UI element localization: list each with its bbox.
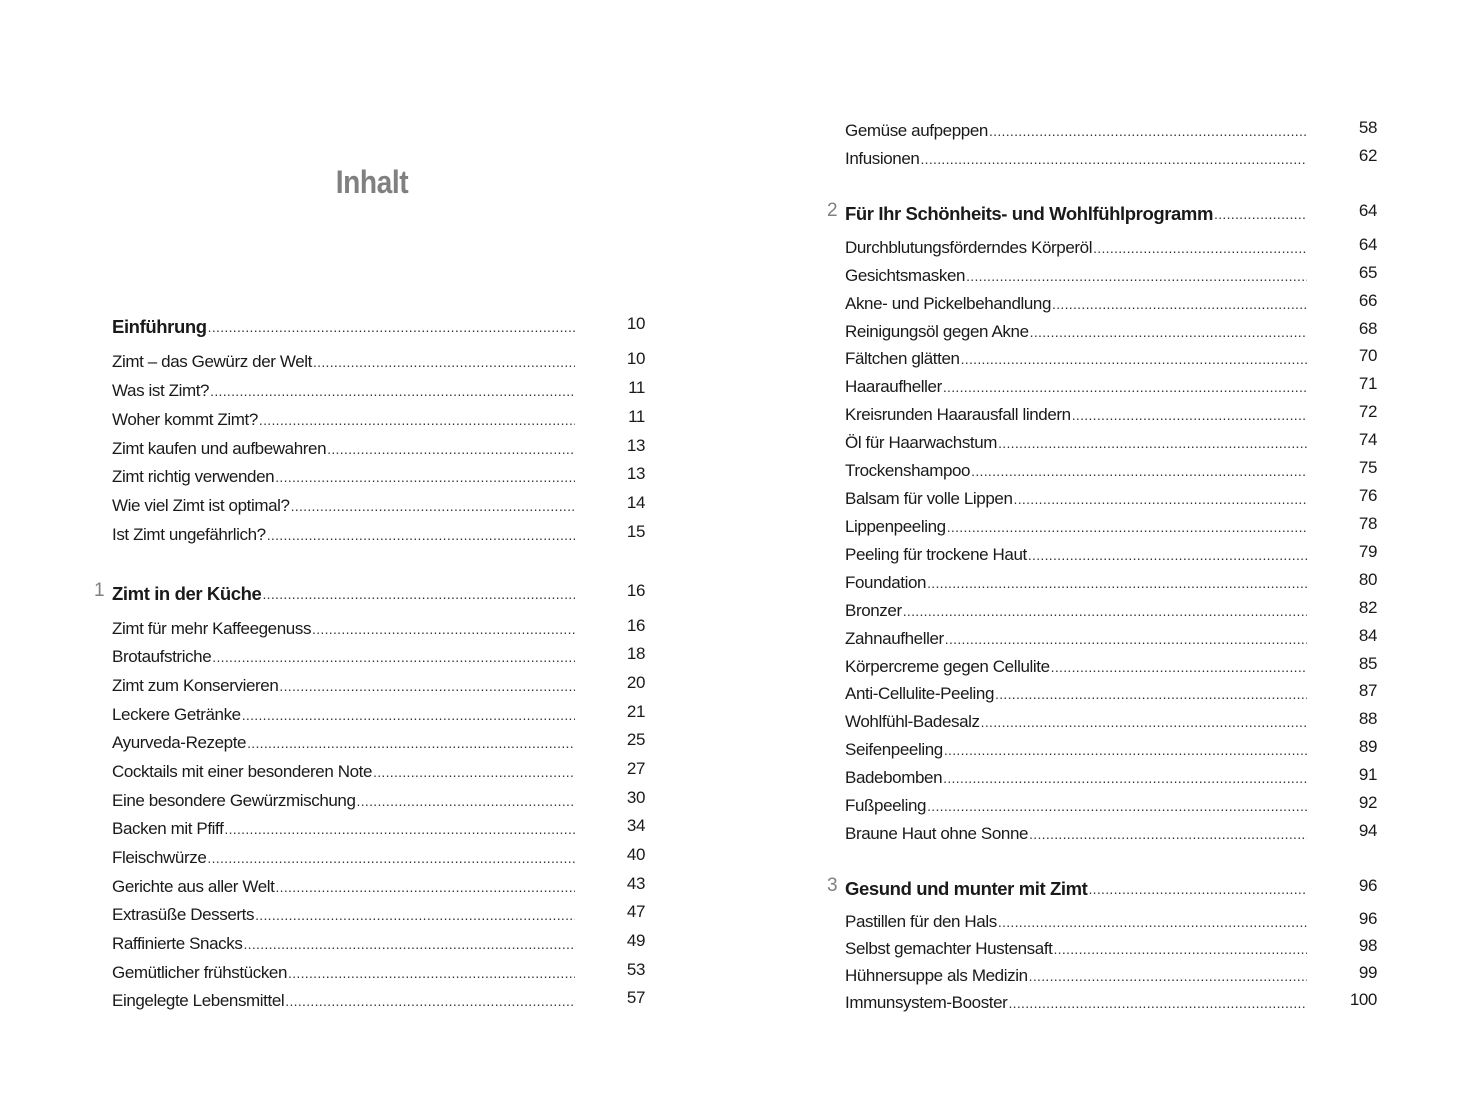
toc-label: Kreisrunden Haarausfall lindern <box>845 405 1071 424</box>
dot-leader <box>920 149 1307 169</box>
dot-leader <box>224 819 575 839</box>
toc-page-number: 20 <box>626 673 645 692</box>
toc-label: Zahnaufheller <box>845 629 944 648</box>
toc-label-wrap <box>845 573 1333 593</box>
toc-label: Raffinierte Snacks <box>112 934 243 953</box>
toc-chapter <box>827 873 1377 899</box>
toc-label-wrap <box>845 433 1333 453</box>
toc-page-number: 98 <box>1358 936 1377 955</box>
dot-leader <box>255 905 575 925</box>
toc-page-number: 16 <box>626 616 645 635</box>
toc-entry <box>845 818 1377 844</box>
toc-page-number: 10 <box>626 314 645 333</box>
dot-leader <box>927 796 1307 816</box>
toc-label-wrap <box>112 877 601 897</box>
toc-entry <box>845 960 1377 986</box>
toc-page-number: 100 <box>1349 990 1377 1009</box>
dot-leader <box>998 912 1307 932</box>
toc-page-number: 34 <box>626 816 645 835</box>
dot-leader <box>966 266 1307 286</box>
toc-label-wrap <box>112 934 601 954</box>
chapter-number: 2 <box>827 200 838 221</box>
toc-label: Backen mit Pfiff <box>112 819 224 838</box>
toc-label: Braune Haut ohne Sonne <box>845 824 1029 843</box>
toc-page-number: 21 <box>626 702 645 721</box>
dot-leader <box>945 629 1307 649</box>
toc-page-number: 15 <box>626 522 645 541</box>
dot-leader <box>259 410 575 430</box>
toc-entry <box>845 987 1377 1013</box>
toc-label-wrap <box>112 381 601 401</box>
toc-label: Durchblutungsförderndes Körperöl <box>845 238 1093 257</box>
toc-page-number: 47 <box>626 902 645 921</box>
toc-entry <box>845 288 1377 314</box>
toc-label-wrap <box>112 705 601 725</box>
dot-leader <box>1052 294 1307 314</box>
toc-label-wrap <box>845 266 1333 286</box>
toc-label: Eine besondere Gewürzmischung <box>112 791 356 810</box>
toc-label: Balsam für volle Lippen <box>845 489 1013 508</box>
toc-label-wrap <box>112 991 601 1011</box>
toc-label-wrap <box>845 966 1333 986</box>
dot-leader <box>961 349 1307 369</box>
toc-label-wrap <box>845 149 1333 169</box>
toc-label-wrap <box>845 629 1333 649</box>
toc-label-wrap <box>845 768 1333 788</box>
toc-label-wrap <box>845 879 1333 899</box>
dot-leader <box>1088 879 1307 899</box>
toc-label: Eingelegte Lebensmittel <box>112 991 285 1010</box>
toc-page-number: 99 <box>1358 963 1377 982</box>
toc-page-number: 18 <box>626 644 645 663</box>
toc-label: Zimt – das Gewürz der Welt <box>112 352 312 371</box>
toc-entry <box>845 623 1377 649</box>
toc-label-wrap <box>845 545 1333 565</box>
toc-entry <box>112 461 645 487</box>
toc-page-number: 13 <box>626 464 645 483</box>
toc-label: Gesichtsmasken <box>845 266 966 285</box>
toc-label: Zimt in der Küche <box>112 583 262 604</box>
toc-entry <box>112 899 645 925</box>
dot-leader <box>275 877 575 897</box>
toc-page-number: 74 <box>1358 430 1377 449</box>
dot-leader <box>291 496 575 516</box>
toc-label: Ayurveda-Rezepte <box>112 733 247 752</box>
toc-entry <box>845 539 1377 565</box>
toc-page-number: 11 <box>628 378 645 397</box>
dot-leader <box>212 647 575 667</box>
dot-leader <box>373 762 575 782</box>
toc-entry <box>112 433 645 459</box>
toc-entry <box>112 871 645 897</box>
toc-entry <box>845 115 1377 141</box>
dot-leader <box>995 684 1307 704</box>
toc-page-number: 40 <box>626 845 645 864</box>
toc-label: Was ist Zimt? <box>112 381 210 400</box>
toc-entry <box>112 346 645 372</box>
dot-leader <box>998 433 1307 453</box>
toc-page-number: 49 <box>626 931 645 950</box>
toc-label-wrap <box>845 121 1333 141</box>
toc-page-number: 89 <box>1358 737 1377 756</box>
toc-label-wrap <box>845 796 1333 816</box>
toc-page-number: 94 <box>1358 821 1377 840</box>
toc-label-wrap <box>845 740 1333 760</box>
toc-label: Für Ihr Schönheits- und Wohlfühlprogramm <box>845 203 1214 224</box>
dot-leader <box>1214 204 1307 224</box>
toc-label: Hühnersuppe als Medizin <box>845 966 1028 985</box>
dot-leader <box>1030 322 1307 342</box>
toc-page-number: 43 <box>626 874 645 893</box>
dot-leader <box>1029 824 1307 844</box>
dot-leader <box>1029 966 1307 986</box>
toc-label: Öl für Haarwachstum <box>845 433 998 452</box>
dot-leader <box>288 963 575 983</box>
toc-label-wrap <box>112 819 601 839</box>
toc-label-wrap <box>845 461 1333 481</box>
dot-leader <box>1028 545 1307 565</box>
toc-entry <box>112 985 645 1011</box>
toc-label: Pastillen für den Hals <box>845 912 997 931</box>
toc-page-number: 92 <box>1358 793 1377 812</box>
toc-label-wrap <box>112 496 601 516</box>
toc-label-wrap <box>112 762 601 782</box>
toc-page-number: 96 <box>1358 909 1377 928</box>
toc-page-number: 75 <box>1358 458 1377 477</box>
toc-entry <box>845 143 1377 169</box>
toc-label: Seifenpeeling <box>845 740 943 759</box>
toc-label: Haaraufheller <box>845 377 942 396</box>
dot-leader <box>279 676 575 696</box>
toc-page-number: 84 <box>1358 626 1377 645</box>
toc-label-wrap <box>845 912 1333 932</box>
toc-label: Wie viel Zimt ist optimal? <box>112 496 290 515</box>
toc-label: Zimt kaufen und aufbewahren <box>112 439 327 458</box>
dot-leader <box>1053 939 1307 959</box>
toc-label-wrap <box>845 322 1333 342</box>
dot-leader <box>208 317 575 337</box>
toc-page-number: 76 <box>1358 486 1377 505</box>
toc-label-wrap <box>112 439 601 459</box>
toc-page-number: 85 <box>1358 654 1377 673</box>
toc-entry <box>112 785 645 811</box>
toc-entry <box>112 842 645 868</box>
toc-label-wrap <box>845 712 1333 732</box>
dot-leader <box>1008 993 1307 1013</box>
toc-entry <box>845 734 1377 760</box>
toc-label: Fleischwürze <box>112 848 207 867</box>
toc-entry <box>112 727 645 753</box>
toc-page-number: 70 <box>1358 346 1377 365</box>
chapter-number: 3 <box>827 875 838 896</box>
toc-label: Anti-Cellulite-Peeling <box>845 684 994 703</box>
toc-label-wrap <box>845 204 1333 224</box>
toc-entry <box>112 957 645 983</box>
toc-entry <box>112 813 645 839</box>
toc-page-number: 91 <box>1358 765 1377 784</box>
toc-entry <box>845 651 1377 677</box>
dot-leader <box>285 991 575 1011</box>
toc-page-number: 64 <box>1358 201 1377 220</box>
toc-label: Zimt richtig verwenden <box>112 467 275 486</box>
toc-label-wrap <box>112 647 601 667</box>
toc-label: Lippenpeeling <box>845 517 946 536</box>
toc-label: Extrasüße Desserts <box>112 905 255 924</box>
dot-leader <box>947 517 1307 537</box>
toc-entry <box>112 641 645 667</box>
toc-page-number: 65 <box>1358 263 1377 282</box>
dot-leader <box>1072 405 1307 425</box>
toc-label: Ist Zimt ungefährlich? <box>112 525 266 544</box>
toc-entry <box>845 762 1377 788</box>
toc-label: Brotaufstriche <box>112 647 212 666</box>
toc-label-wrap <box>112 410 601 430</box>
toc-entry <box>112 699 645 725</box>
toc-entry <box>112 519 645 545</box>
toc-entry <box>845 567 1377 593</box>
toc-label: Gemüse aufpeppen <box>845 121 988 140</box>
toc-entry <box>845 790 1377 816</box>
toc-label-wrap <box>845 517 1333 537</box>
toc-entry <box>845 933 1377 959</box>
toc-label-wrap <box>112 525 601 545</box>
toc-page-number: 30 <box>626 788 645 807</box>
toc-entry <box>112 404 645 430</box>
dot-leader <box>207 848 575 868</box>
toc-label: Zimt zum Konservieren <box>112 676 279 695</box>
toc-label: Selbst gemachter Hustensaft <box>845 939 1053 958</box>
toc-label: Woher kommt Zimt? <box>112 410 258 429</box>
toc-label: Gesund und munter mit Zimt <box>845 878 1088 899</box>
toc-label: Fältchen glätten <box>845 349 960 368</box>
toc-entry <box>845 343 1377 369</box>
toc-entry <box>845 260 1377 286</box>
toc-page-number: 11 <box>628 407 645 426</box>
toc-entry <box>112 670 645 696</box>
toc-label: Foundation <box>845 573 927 592</box>
toc-page-number: 78 <box>1358 514 1377 533</box>
dot-leader <box>357 791 575 811</box>
toc-label-wrap <box>112 733 601 753</box>
toc-label-wrap <box>845 939 1333 959</box>
dot-leader <box>313 352 575 372</box>
toc-label-wrap <box>112 963 601 983</box>
toc-entry <box>112 928 645 954</box>
toc-entry <box>845 399 1377 425</box>
dot-leader <box>989 121 1307 141</box>
dot-leader <box>327 439 575 459</box>
dot-leader <box>1093 238 1307 258</box>
toc-entry <box>845 455 1377 481</box>
toc-page-number: 62 <box>1358 146 1377 165</box>
toc-label-wrap <box>845 489 1333 509</box>
toc-entry <box>845 595 1377 621</box>
toc-label: Einführung <box>112 316 207 337</box>
toc-label-wrap <box>112 791 601 811</box>
toc-entry <box>845 427 1377 453</box>
toc-label-wrap <box>845 349 1333 369</box>
toc-label-wrap <box>845 657 1333 677</box>
toc-label: Akne- und Pickelbehandlung <box>845 294 1052 313</box>
toc-entry <box>112 613 645 639</box>
toc-page-number: 68 <box>1358 319 1377 338</box>
toc-page-number: 27 <box>626 759 645 778</box>
toc-page-number: 13 <box>626 436 645 455</box>
toc-label: Wohlfühl-Badesalz <box>845 712 980 731</box>
toc-page-number: 16 <box>626 581 645 600</box>
toc-page-number: 10 <box>626 349 645 368</box>
toc-label-wrap <box>845 601 1333 621</box>
toc-entry <box>112 375 645 401</box>
chapter-number: 1 <box>94 580 105 601</box>
toc-page-number: 87 <box>1358 681 1377 700</box>
toc-label: Fußpeeling <box>845 796 927 815</box>
toc-label-wrap <box>112 584 601 604</box>
dot-leader <box>242 705 575 725</box>
dot-leader <box>1051 657 1307 677</box>
toc-label: Cocktails mit einer besonderen Note <box>112 762 373 781</box>
toc-entry <box>845 706 1377 732</box>
toc-label: Trockenshampoo <box>845 461 971 480</box>
toc-label-wrap <box>112 676 601 696</box>
toc-label-wrap <box>112 619 601 639</box>
toc-label-wrap <box>112 848 601 868</box>
dot-leader <box>312 619 575 639</box>
toc-label-wrap <box>845 824 1333 844</box>
toc-page-number: 96 <box>1358 876 1377 895</box>
toc-label-wrap <box>845 405 1333 425</box>
toc-entry <box>845 483 1377 509</box>
toc-label: Reinigungsöl gegen Akne <box>845 322 1029 341</box>
toc-entry <box>112 490 645 516</box>
toc-label: Körpercreme gegen Cellulite <box>845 657 1050 676</box>
dot-leader <box>210 381 575 401</box>
dot-leader <box>243 934 575 954</box>
toc-label: Zimt für mehr Kaffeegenuss <box>112 619 312 638</box>
toc-page-number: 25 <box>626 730 645 749</box>
dot-leader <box>971 461 1307 481</box>
toc-chapter <box>94 578 645 604</box>
dot-leader <box>943 377 1307 397</box>
toc-entry <box>845 511 1377 537</box>
dot-leader <box>267 525 575 545</box>
toc-entry <box>845 906 1377 932</box>
toc-chapter <box>112 311 645 337</box>
toc-page-number: 71 <box>1358 374 1377 393</box>
toc-page-number: 88 <box>1358 709 1377 728</box>
dot-leader <box>927 573 1307 593</box>
toc-page-number: 57 <box>626 988 645 1007</box>
toc-chapter <box>827 198 1377 224</box>
toc-page-number: 72 <box>1358 402 1377 421</box>
toc-label-wrap <box>845 993 1333 1013</box>
toc-entry <box>845 371 1377 397</box>
toc-label-wrap <box>845 377 1333 397</box>
dot-leader <box>944 740 1307 760</box>
toc-label: Badebomben <box>845 768 943 787</box>
toc-label: Gemütlicher frühstücken <box>112 963 288 982</box>
dot-leader <box>1014 489 1307 509</box>
toc-label: Leckere Getränke <box>112 705 241 724</box>
toc-page-number: 79 <box>1358 542 1377 561</box>
toc-label-wrap <box>845 294 1333 314</box>
toc-label-wrap <box>112 467 601 487</box>
toc-entry <box>112 756 645 782</box>
dot-leader <box>903 601 1307 621</box>
toc-entry <box>845 232 1377 258</box>
dot-leader <box>981 712 1307 732</box>
toc-label: Infusionen <box>845 149 920 168</box>
toc-label: Peeling für trockene Haut <box>845 545 1027 564</box>
toc-page-number: 66 <box>1358 291 1377 310</box>
toc-label-wrap <box>112 317 601 337</box>
toc-entry <box>845 678 1377 704</box>
toc-page-number: 53 <box>626 960 645 979</box>
page-title: Inhalt <box>335 164 409 200</box>
toc-label-wrap <box>112 905 601 925</box>
toc-label-wrap <box>845 238 1333 258</box>
toc-label-wrap <box>845 684 1333 704</box>
toc-label: Immunsystem-Booster <box>845 993 1008 1012</box>
toc-page-number: 58 <box>1358 118 1377 137</box>
toc-page-number: 14 <box>626 493 645 512</box>
dot-leader <box>275 467 575 487</box>
dot-leader <box>262 584 575 604</box>
toc-page-number: 82 <box>1358 598 1377 617</box>
dot-leader <box>943 768 1307 788</box>
toc-page-number: 80 <box>1358 570 1377 589</box>
dot-leader <box>247 733 575 753</box>
toc-page-number: 64 <box>1358 235 1377 254</box>
toc-label: Gerichte aus aller Welt <box>112 877 275 896</box>
toc-entry <box>845 316 1377 342</box>
toc-label-wrap <box>112 352 601 372</box>
toc-label: Bronzer <box>845 601 902 620</box>
